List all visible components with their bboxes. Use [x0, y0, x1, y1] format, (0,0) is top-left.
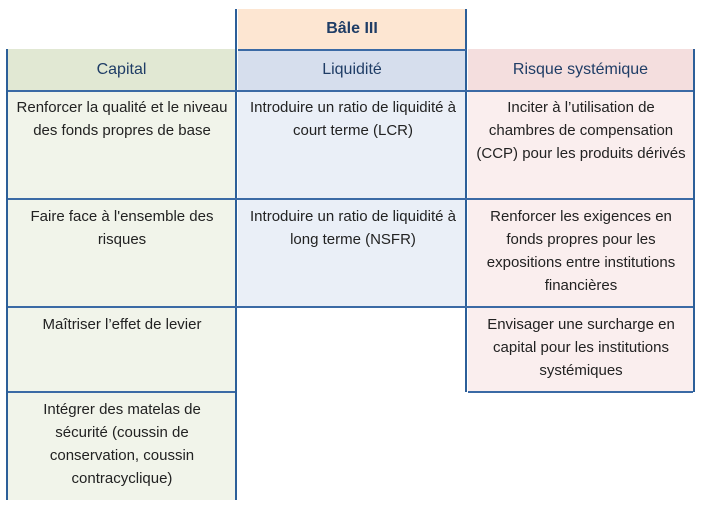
risque-item-2: Renforcer les exigences en fonds propres pour les expositions entre institutions financières [486, 208, 676, 294]
divider-horizontal [238, 49, 466, 51]
capital-item-4: Intégrer des matelas de sécurité (coussin de conservation, coussin contracyclique) [43, 401, 201, 487]
divider-horizontal [8, 90, 693, 92]
divider-vertical [465, 9, 467, 392]
risque-item-3: Envisager une surcharge en capital pour les institutions systémiques [487, 316, 675, 379]
divider-horizontal [8, 198, 693, 200]
capital-item-3: Maîtriser l’effet de levier [42, 316, 202, 333]
diagram-title: Bâle III [238, 9, 466, 49]
capital-item-2: Faire face à l'ensemble des risques [30, 208, 214, 248]
liquidite-item-1: Introduire un ratio de liquidité à court terme (LCR) [250, 99, 456, 139]
column-header-liquidite: Liquidité [238, 49, 466, 90]
divider-vertical [6, 49, 8, 500]
divider-horizontal [8, 391, 235, 393]
divider-horizontal [468, 391, 693, 393]
divider-vertical [693, 49, 695, 392]
divider-vertical [235, 9, 237, 500]
liquidite-item-2: Introduire un ratio de liquidité à long terme (NSFR) [250, 208, 456, 248]
risque-item-1: Inciter à l’utilisation de chambres de compensation (CCP) pour les produits dérivés [476, 99, 686, 162]
column-header-risque: Risque systémique [468, 49, 693, 90]
column-header-capital: Capital [8, 49, 235, 90]
capital-item-1: Renforcer la qualité et le niveau des fonds propres de base [16, 99, 228, 139]
divider-horizontal [8, 306, 693, 308]
